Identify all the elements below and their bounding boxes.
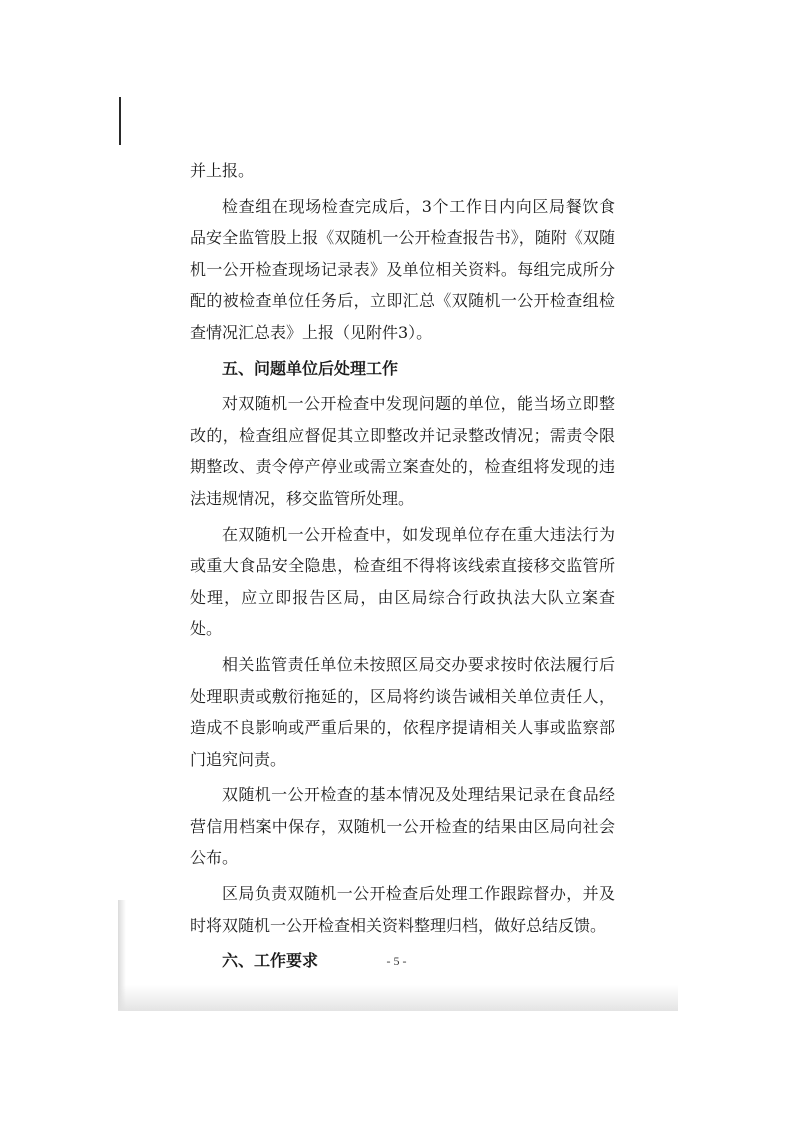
scan-edge-mark <box>119 97 121 145</box>
paragraph-report-submission: 检查组在现场检查完成后，3个工作日内向区局餐饮食品安全监管股上报《双随机一公开检查报告书》，随附《双随机一公开检查现场记录表》及单位相关资料。每组完成所分配的被检查单位任务后，立即汇总《双随机一公开检查组检查情况汇总表》上报（见附件3）。 <box>190 196 615 342</box>
document-body <box>190 155 615 981</box>
paragraph-problem-units: 对双随机一公开检查中发现问题的单位，能当场立即整改的，检查组应督促其立即整改并记录整改情况；需责令限期整改、责令停产停业或需立案查处的，检查组将发现的违法违规情况，移交监管所处理。 <box>190 394 615 508</box>
section-heading-6: 六、工作要求 <box>222 951 319 971</box>
paragraph-major-violations: 在双随机一公开检查中，如发现单位存在重大违法行为或重大食品安全隐患，检查组不得将该线索直接移交监管所处理，应立即报告区局，由区局综合行政执法大队立案查处。 <box>190 524 615 639</box>
paragraph-accountability: 相关监管责任单位未按照区局交办要求按时依法履行后处理职责或敷衍拖延的，区局将约谈告诫相关单位责任人，造成不良影响或严重后果的，依程序提请相关人事或监察部门追究问责。 <box>190 654 615 769</box>
paragraph-follow-up: 区局负责双随机一公开检查后处理工作跟踪督办，并及时将双随机一公开检查相关资料整理归档，做好总结反馈。 <box>190 884 615 935</box>
paragraph-continuation: 并上报。 <box>190 161 255 180</box>
section-heading-5: 五、问题单位后处理工作 <box>222 358 399 378</box>
scan-shadow-bottom <box>118 985 678 1011</box>
page-number: - 5 - <box>386 954 407 968</box>
paragraph-credit-records: 双随机一公开检查的基本情况及处理结果记录在食品经营信用档案中保存，双随机一公开检查的结果由区局向社会公布。 <box>190 785 615 868</box>
